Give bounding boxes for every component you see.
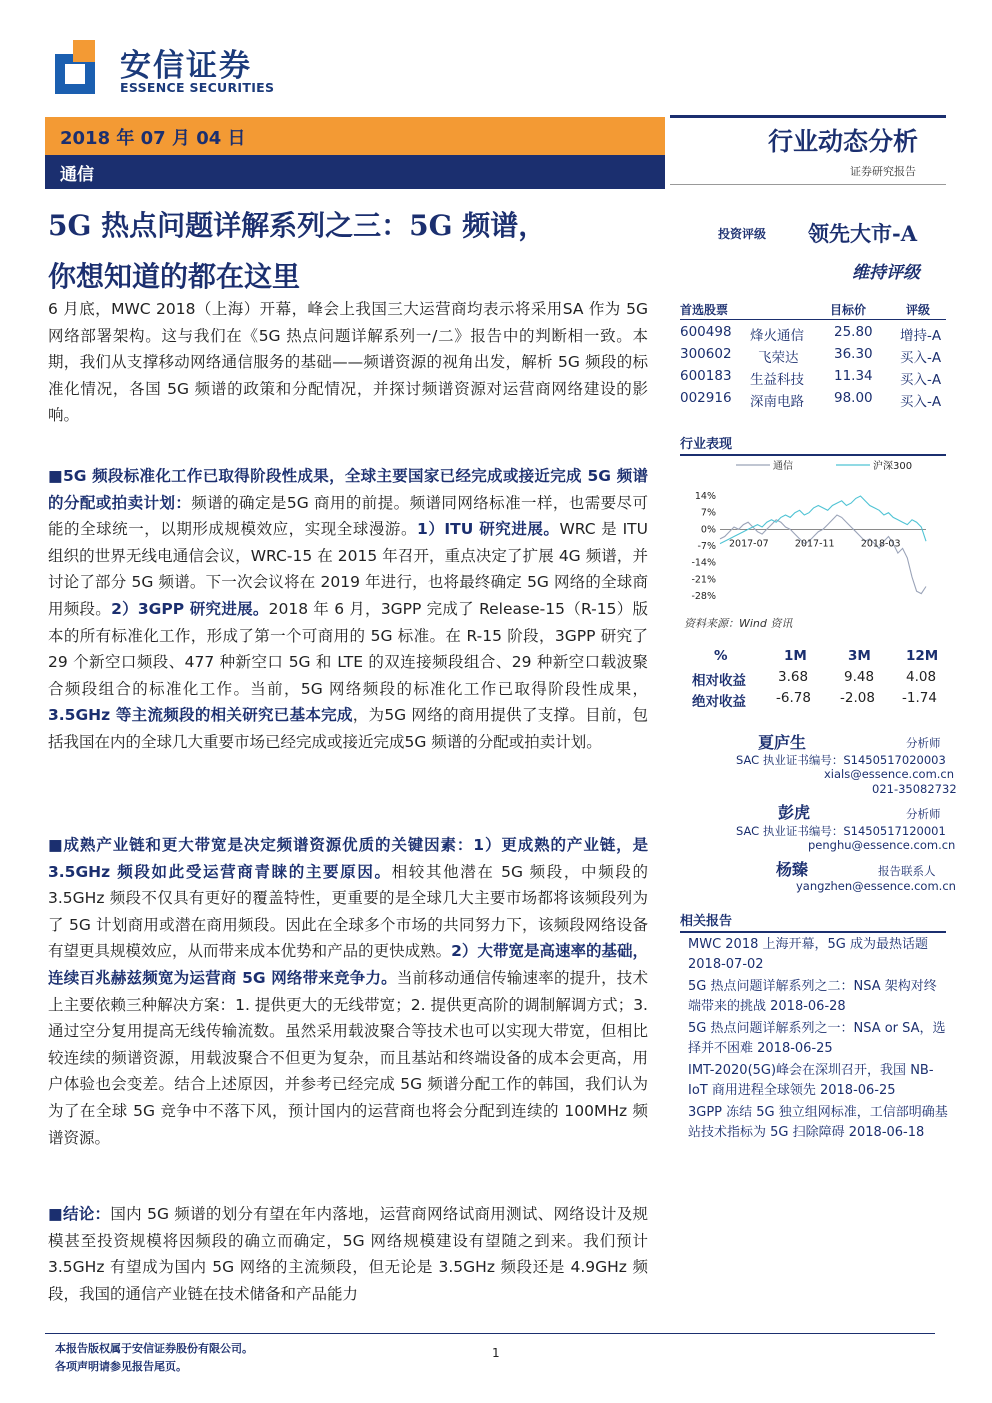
- stock-rating: 买入-A: [900, 372, 942, 388]
- y-tick-label: 7%: [700, 507, 716, 519]
- rating-label: 投资评级: [718, 227, 767, 241]
- title-line-2: 你想知道的都在这里: [48, 260, 301, 293]
- essence-logo-icon: [55, 40, 107, 96]
- perf-header-1m: 1M: [784, 648, 807, 664]
- stock-name: 烽火通信: [750, 328, 804, 344]
- stock-row: [680, 368, 946, 390]
- footer-rule: [45, 1333, 935, 1334]
- stock-name: 生益科技: [750, 372, 804, 388]
- industry-performance-chart: [676, 458, 946, 608]
- stock-header-price: 目标价: [830, 303, 867, 317]
- analyst-name: 杨臻: [776, 860, 809, 879]
- chart-source: 资料来源：Wind 资讯: [684, 617, 793, 630]
- rating-value: 领先大市-A: [808, 221, 918, 246]
- section1-lead: ■5G 频段标准化工作已取得阶段性成果，全球主要国家已经完成或接近完成 5G 频谱的分配或拍卖计划：: [48, 467, 648, 512]
- stock-name: 深南电路: [750, 394, 804, 410]
- perf-value-3m: -2.08: [840, 690, 875, 706]
- section2-bandwidth-heading: 2）大带宽是高速率的基础，连续百兆赫兹频宽为运营商 5G 网络带来竞争力。: [48, 942, 648, 987]
- rating-status: 维持评级: [852, 263, 920, 283]
- x-tick-label: 2018-03: [860, 538, 901, 550]
- section1-text-1: 频谱的确定是5G 商用的前提。频谱同网络标准一样，也需要尽可能的全球统一，以期形成规模效应，实现全球漫游。: [48, 493, 648, 539]
- section2-lead: ■成熟产业链和更大带宽是决定频谱资源优质的关键因素：1）更成熟的产业链，是 3.5GHz 频段如此受运营商青睐的主要原因。: [48, 836, 648, 881]
- analyst-cert: SAC 执业证书编号：S1450517020003: [736, 753, 946, 767]
- perf-value-1m: -6.78: [776, 690, 811, 706]
- analyst-role: 分析师: [906, 736, 941, 750]
- series-line-2: [720, 496, 926, 544]
- stock-code: 600183: [680, 368, 732, 384]
- y-tick-label: 14%: [694, 491, 716, 502]
- stock-rating: 买入-A: [900, 350, 942, 366]
- stock-code: 002916: [680, 390, 732, 406]
- stock-row: [680, 390, 946, 412]
- header-rule-thin: [670, 184, 946, 185]
- stock-price: 11.34: [834, 368, 873, 384]
- section1-text-3: 2018 年 6 月，3GPP 完成了 Release-15（R-15）版本的所有标准化工作，形成了第一个可商用的 5G 标准。在 R-15 阶段，3GPP 研究了 29 个新空口频段、477 种新空口 5G 和 LTE 的双连接频段组合、29 种新空口载波聚合频段组合的标准化工作。当前，5G 网络频段的标准化工作已取得阶段性成果，: [48, 599, 648, 698]
- footer-disclaimer: 各项声明请参见报告尾页。: [55, 1360, 187, 1373]
- performance-table: [684, 648, 946, 711]
- analyst-email: xials@essence.com.cn: [824, 767, 955, 781]
- section1-3gpp-heading: 2）3GPP 研究进展。: [111, 599, 269, 618]
- y-tick-label: -21%: [691, 574, 716, 586]
- section1-highlight: 3.5GHz 等主流频段的相关研究已基本完成: [48, 706, 353, 725]
- report-subtype: 证券研究报告: [850, 165, 916, 178]
- related-report-item[interactable]: MWC 2018 上海开幕，5G 成为最热话题 2018-07-02: [688, 937, 928, 972]
- y-tick-label: -14%: [691, 557, 716, 569]
- section-standardization: [48, 463, 648, 756]
- stock-price: 25.80: [834, 324, 873, 340]
- analyst-phone: 021-35082732: [872, 782, 957, 796]
- perf-header-12m: 12M: [906, 648, 939, 664]
- page-number: 1: [492, 1346, 500, 1360]
- logo-chinese-name: 安信证券: [120, 48, 252, 84]
- perf-row-label: 绝对收益: [692, 694, 746, 710]
- analyst-name: 夏庐生: [758, 733, 807, 752]
- series-line-1: [720, 515, 926, 594]
- perf-value-3m: 9.48: [844, 669, 875, 685]
- conclusion-text: 国内 5G 频谱的划分有望在年内落地，运营商网络试商用测试、网络设计及规模甚至投资规模将因频段的确立而确定，5G 网络规模建设有望随之到来。我们预计 3.5GHz 有望成为国内 5G 网络的主流频段，但无论是 3.5GHz 频段还是 4.9GHz 频段，我国的通信产业链在技术储备和产品能力: [48, 1205, 648, 1303]
- y-tick-label: 0%: [700, 524, 716, 536]
- x-tick-label: 2017-07: [728, 538, 769, 550]
- section2-text-1: 相较其他潜在 5G 频段，中频段的 3.5GHz 频段不仅具有更好的覆盖特性，更重要的是全球几大主要市场都将该频段列为了 5G 计划商用或潜在商用频段。因此在全球多个市场的共同努力下，该频段网络设备有望更具规模效应，从而带来成本优势和产品的更快成熟。: [48, 862, 649, 961]
- stock-price: 98.00: [834, 390, 873, 406]
- perf-value-12m: -1.74: [902, 690, 937, 706]
- report-date: 2018 年 07 月 04 日: [60, 128, 246, 149]
- x-tick-label: 2017-11: [794, 538, 835, 550]
- stock-price: 36.30: [834, 346, 873, 362]
- section1-itu-heading: 1）ITU 研究进展。: [417, 520, 560, 539]
- stock-header-name: 首选股票: [680, 303, 729, 317]
- title-line-1: 5G 热点问题详解系列之三：5G 频谱，: [48, 209, 547, 242]
- y-tick-label: -28%: [691, 591, 716, 602]
- intro-paragraph: 6 月底，MWC 2018（上海）开幕，峰会上我国三大运营商均表示将采用SA 作为 5G 网络部署架构。这与我们在《5G 热点问题详解系列一/二》报告中的判断相一致。本期，我们从支撑移动网络通信服务的基础——频谱资源的视角出发，解析 5G 频段的标准化情况，各国 5G 频谱的政策和分配情况，并探讨频谱资源对运营商网络建设的影响。: [48, 300, 648, 425]
- related-report-item[interactable]: 5G 热点问题详解系列之一：NSA or SA，选择并不困难 2018-06-25: [688, 1021, 946, 1056]
- performance-row: [684, 669, 946, 690]
- analyst-email: yangzhen@essence.com.cn: [796, 879, 956, 893]
- stock-row: [680, 324, 946, 346]
- industry-bar: [45, 155, 665, 189]
- analyst-cert: SAC 执业证书编号：S1450517120001: [736, 824, 946, 838]
- related-reports-title: 相关报告: [680, 910, 946, 933]
- analyst-name: 彭虎: [778, 803, 811, 822]
- related-report-item[interactable]: IMT-2020(5G)峰会在深圳召开，我国 NB-IoT 商用进程全球领先 2018-06-25: [688, 1063, 934, 1098]
- analyst-role: 报告联系人: [878, 864, 936, 878]
- stock-table-header: [680, 301, 946, 320]
- related-report-item[interactable]: 5G 热点问题详解系列之二：NSA 架构对终端带来的挑战 2018-06-28: [688, 979, 937, 1014]
- stock-name: 飞荣达: [758, 350, 799, 366]
- report-title: [48, 200, 668, 302]
- stock-code: 300602: [680, 346, 732, 362]
- section2-text-2: 当前移动通信传输速率的提升，技术上主要依赖三种解决方案：1. 提供更大的无线带宽；2. 提供更高阶的调制解调方式；3. 通过空分复用提高无线传输流数。虽然采用载波聚合等技术也可以实现大带宽，但相比较连续的频谱资源，用载波聚合不但更为复杂，而且基站和终端设备的成本会更高，用户体验也会变差。结合上述原因，并参考已经完成 5G 频谱分配工作的韩国，我们认为为了在全球 5G 竞争中不落下风，预计国内的运营商也将会分配到连续的 100MHz 频谱资源。: [48, 968, 648, 1147]
- analyst-email: penghu@essence.com.cn: [808, 838, 956, 852]
- section-key-factors: [48, 832, 648, 1151]
- logo-english-name: ESSENCE SECURITIES: [120, 80, 275, 95]
- legend-label: 沪深300: [873, 461, 913, 472]
- section-conclusion: [48, 1201, 648, 1307]
- perf-header-unit: %: [714, 648, 728, 664]
- header-rule: [670, 115, 946, 118]
- stock-rating: 增持-A: [900, 328, 942, 344]
- industry-performance-title: 行业表现: [680, 433, 946, 456]
- conclusion-lead: ■结论：: [48, 1205, 111, 1223]
- y-tick-label: -7%: [697, 541, 716, 552]
- stock-code: 600498: [680, 324, 732, 340]
- perf-header-3m: 3M: [848, 648, 871, 664]
- perf-value-1m: 3.68: [778, 669, 809, 685]
- perf-row-label: 相对收益: [692, 673, 746, 689]
- industry-label: 通信: [60, 165, 94, 185]
- related-report-item[interactable]: 3GPP 冻结 5G 独立组网标准，工信部明确基站技术指标为 5G 扫除障碍 2018-06-18: [688, 1105, 948, 1140]
- section1-text-2: WRC 是 ITU 组织的世界无线电通信会议，WRC-15 在 2015 年召开，重点决定了扩展 4G 频谱，并讨论了部分 5G 频谱。下一次会议将在 2019 年进行，也将最终确定 5G 网络的全球商用频段。: [48, 520, 649, 618]
- stock-header-rating: 评级: [906, 303, 931, 317]
- performance-row: [684, 690, 946, 711]
- legend-label: 通信: [773, 461, 793, 472]
- analyst-role: 分析师: [906, 807, 941, 821]
- stock-row: [680, 346, 946, 368]
- footer-copyright: 本报告版权属于安信证券股份有限公司。: [55, 1342, 253, 1355]
- section1-text-4: ，为5G 网络的商用提供了支撑。目前，包括我国在内的全球几大重要市场已经完成或接近完成5G 频谱的分配或拍卖计划。: [48, 706, 648, 751]
- report-type: 行业动态分析: [768, 127, 919, 156]
- perf-value-12m: 4.08: [906, 669, 937, 685]
- performance-header-row: [684, 648, 946, 669]
- stock-rating: 买入-A: [900, 394, 942, 410]
